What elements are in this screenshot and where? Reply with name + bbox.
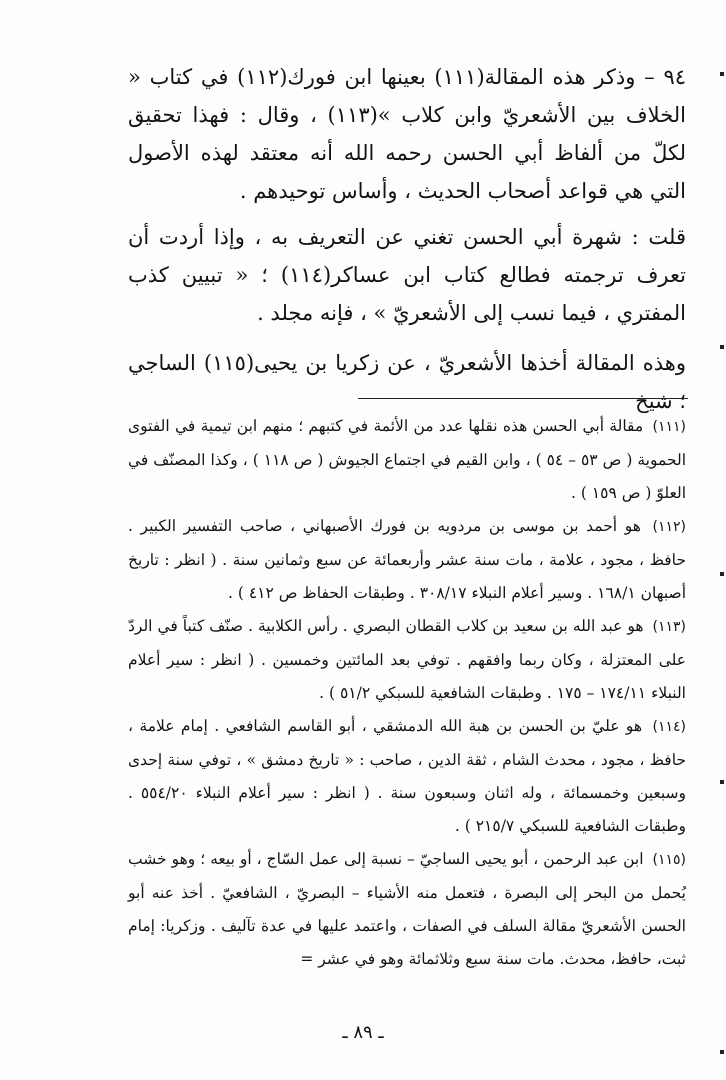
- footnote-112: [128, 510, 686, 610]
- footnote-number: (١١٣): [652, 619, 686, 635]
- footnote-text: مقالة أبي الحسن هذه نقلها عدد من الأئمة في كتبهم ؛ منهم ابن تيمية في الفتوى الحموية ( ص ٥٣ – ٥٤ ) ، وابن القيم في اجتماع الجيوش ( ص ١١٨ ) ، وكذا المصنّف في العلوّ ( ص ١٥٩ ) .: [128, 417, 686, 502]
- paragraph-commentary: قلت : شهرة أبي الحسن تغني عن التعريف به ، وإذا أردت أن تعرف ترجمته فطالع كتاب ابن عساكر(١١٤) ؛ « تبيين كذب المفتري ، فيما نسب إلى الأشعريّ » ، فإنه مجلد .: [128, 225, 686, 325]
- margin-tick: [720, 780, 724, 784]
- footnote-number: (١١١): [652, 419, 686, 435]
- margin-tick: [720, 345, 724, 349]
- footnotes: [128, 410, 686, 976]
- margin-tick: [720, 572, 724, 576]
- page-number: ـ ٨٩ ـ: [342, 1022, 384, 1043]
- footnote-number: (١١٢): [652, 519, 686, 535]
- footnote-separator: [358, 398, 688, 399]
- footnote-111: [128, 410, 686, 510]
- paragraph-continuation: وهذه المقالة أخذها الأشعريّ ، عن زكريا بن يحيى(١١٥) الساجي ؛ شيخ: [128, 351, 686, 413]
- footnote-number: (١١٥): [652, 852, 686, 868]
- margin-tick: [720, 1050, 724, 1054]
- margin-tick: [720, 72, 724, 76]
- paragraph-94: ٩٤ – وذكر هذه المقالة(١١١) بعينها ابن فورك(١١٢) في كتاب « الخلاف بين الأشعريّ وابن كلاب »(١١٣) ، وقال : فهذا تحقيق لكلّ من ألفاظ أبي الحسن رحمه الله أنه معتقد لهذه الأصول التي هي قواعد أصحاب الحديث ، وأساس توحيدهم .: [128, 65, 686, 203]
- footnote-text: هو عليّ بن الحسن بن هبة الله الدمشقي ، أبو القاسم الشافعي . إمام علامة ، حافظ ، مجود ، محدث الشام ، ثقة الدين ، صاحب : « تاريخ دمشق » ، توفي سنة إحدى وسبعين وخمسمائة ، وله اثنان وسبعون سنة . ( انظر : سير أعلام النبلاء ٥٥٤/٢٠ . وطبقات الشافعية للسبكي ٢١٥/٧ ) .: [128, 717, 687, 835]
- footnote-114: [128, 710, 686, 843]
- footnote-number: (١١٤): [652, 719, 686, 735]
- footnote-text: هو أحمد بن موسى بن مردويه بن فورك الأصبهاني ، صاحب التفسير الكبير . حافظ ، مجود ، علامة ، مات سنة عشر وأربعمائة عن سبع وثمانين سنة . ( انظر : تاريخ أصبهان ١٦٨/١ . وسير أعلام النبلاء ٣٠٨/١٧ . وطبقات الحفاظ ص ٤١٢ ) .: [128, 517, 686, 602]
- main-text: [128, 58, 686, 420]
- footnote-113: [128, 610, 686, 710]
- footnote-text: ابن عبد الرحمن ، أبو يحيى الساجيّ – نسبة إلى عمل السّاج ، أو بيعه ؛ وهو خشب يُحمل من البحر إلى البصرة ، فتعمل منه الأشياء – البصريّ ، الشافعيّ . أخذ عنه أبو الحسن الأشعريّ مقالة السلف في الصفات ، واعتمد عليها في عدة تآليف . وزكريا: إمام ثبت، حافظ، محدث. مات سنة سبع وثلاثمائة وهو في عشر =: [128, 850, 686, 968]
- footnote-text: هو عبد الله بن سعيد بن كلاب القطان البصري . رأس الكلابية . صنّف كتباً في الردّ على المعتزلة ، وكان ربما وافقهم . توفي بعد المائتين وخمسين . ( انظر : سير أعلام النبلاء ١٧٤/١١ – ١٧٥ . وطبقات الشافعية للسبكي ٥١/٢ ) .: [128, 617, 686, 702]
- footnote-115: [128, 843, 686, 976]
